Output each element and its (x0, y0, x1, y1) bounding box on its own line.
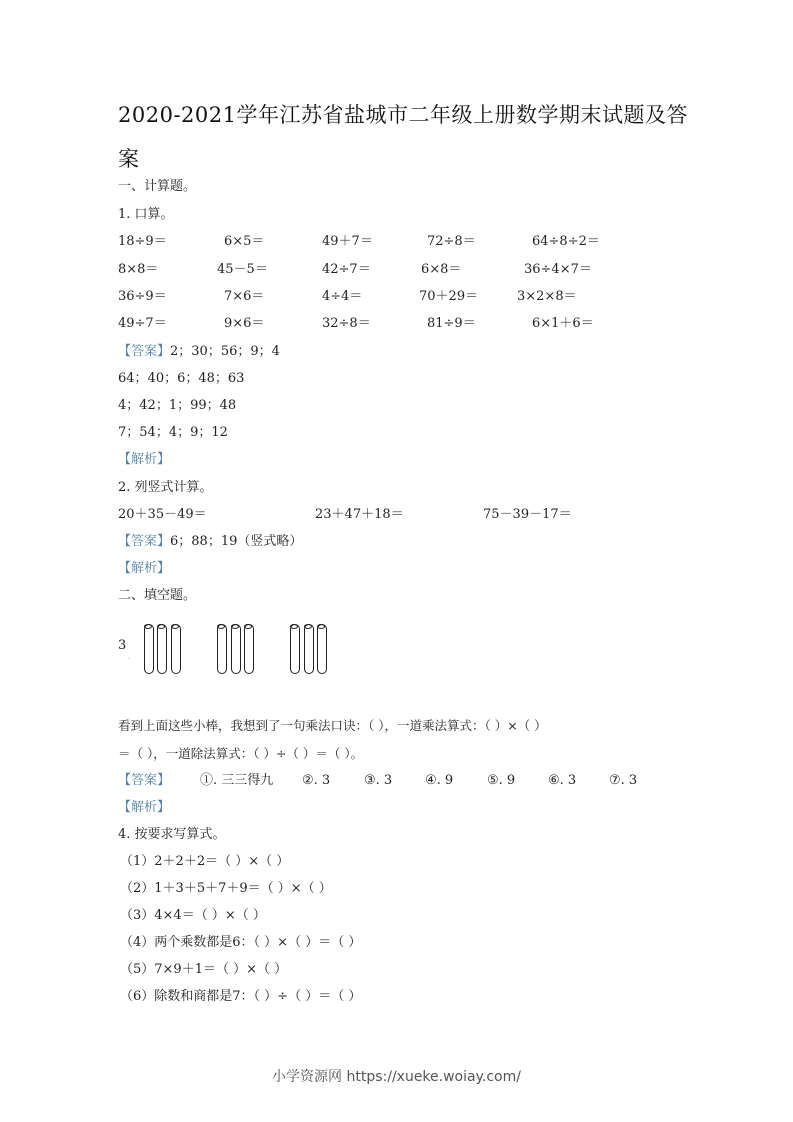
q1-label: 1. 口算。 (118, 207, 174, 222)
title-line-2: 案 (118, 147, 140, 171)
q3-answer-item: ②. 3 (302, 773, 331, 788)
q1-cell: 18÷9＝ (118, 234, 167, 249)
analysis-tag: 【解析】 (118, 800, 171, 815)
stick-icon (171, 624, 181, 674)
stick-icon (144, 624, 154, 674)
analysis-tag: 【解析】 (118, 452, 171, 467)
q3-answer-item: ①. 三三得九 (200, 773, 274, 788)
section2-heading: 二、填空题。 (118, 588, 197, 603)
q3-text-line2: ＝（ ），一道除法算式：（ ）÷（ ）＝（ ）。 (118, 746, 364, 761)
stick-icon (317, 624, 327, 674)
q1-answer: 【答案】2；30；56；9；4 (118, 344, 280, 359)
q1-cell: 36÷4×7＝ (524, 262, 592, 277)
stick-icon (157, 624, 167, 674)
q2-answer: 【答案】6；88；19（竖式略） (118, 534, 303, 549)
q2-item: 20＋35－49＝ (118, 507, 207, 522)
q3-answer-item: ⑤. 9 (487, 773, 516, 788)
q4-item: （6）除数和商都是7：（ ）÷（ ）＝（ ） (120, 989, 362, 1004)
q2-label: 2. 列竖式计算。 (118, 480, 213, 495)
q2-item: 75－39－17＝ (483, 507, 572, 522)
q1-cell: 9×6＝ (224, 316, 265, 331)
q1-cell: 72÷8＝ (427, 234, 476, 249)
q3-number: 3 (118, 638, 127, 653)
q1-cell: 6×1＋6＝ (532, 316, 594, 331)
q1-cell: 81÷9＝ (427, 316, 476, 331)
stick-icon (304, 624, 314, 674)
q3-dot: . (128, 654, 130, 661)
q1-cell: 32÷8＝ (322, 316, 371, 331)
section1-heading: 一、计算题。 (118, 179, 197, 194)
q1-answer-line: 4；42；1；99；48 (118, 398, 237, 413)
q3-answer-item: ③. 3 (364, 773, 393, 788)
q3-text-line1: 看到上面这些小棒，我想到了一句乘法口诀：（ ），一道乘法算式：（ ）×（ ） (118, 718, 547, 733)
q3-answer-item: ⑦. 3 (609, 773, 638, 788)
q1-cell: 42÷7＝ (322, 262, 371, 277)
analysis-tag: 【解析】 (118, 561, 171, 576)
q4-item: （1）2＋2＋2＝（ ）×（ ） (120, 854, 290, 869)
q3-answer-item: ④. 9 (425, 773, 454, 788)
q1-cell: 36÷9＝ (118, 289, 167, 304)
q4-item: （5）7×9＋1＝（ ）×（ ） (120, 962, 288, 977)
q1-answer-line: 7；54；4；9；12 (118, 425, 228, 440)
q1-cell: 4÷4＝ (322, 289, 363, 304)
q1-cell: 6×5＝ (224, 234, 265, 249)
stick-icon (290, 624, 300, 674)
q2-item: 23＋47＋18＝ (315, 507, 404, 522)
page-title (118, 93, 698, 181)
answer-tag: 【答案】 (118, 344, 171, 359)
answer-tag: 【答案】 (118, 534, 171, 549)
title-line-1: 2020-2021学年江苏省盐城市二年级上册数学期末试题及答 (118, 103, 688, 127)
q3-answer-item: ⑥. 3 (548, 773, 577, 788)
q4-item: （4）两个乘数都是6：（ ）×（ ）＝（ ） (120, 935, 362, 950)
q1-cell: 64÷8÷2＝ (532, 234, 600, 249)
stick-icon (217, 624, 227, 674)
q1-cell: 8×8＝ (118, 262, 159, 277)
q4-item: （3）4×4＝（ ）×（ ） (120, 908, 266, 923)
q1-cell: 49÷7＝ (118, 316, 167, 331)
q1-cell: 70＋29＝ (419, 289, 479, 304)
answer-tag: 【答案】 (118, 773, 171, 788)
q1-cell: 7×6＝ (224, 289, 265, 304)
q4-item: （2）1＋3＋5＋7＋9＝（ ）×（ ） (120, 881, 332, 896)
q1-cell: 6×8＝ (421, 262, 462, 277)
q1-cell: 49＋7＝ (322, 234, 373, 249)
q1-cell: 45－5＝ (217, 262, 268, 277)
q1-answer-line: 64；40；6；48；63 (118, 371, 245, 386)
stick-icon (244, 624, 254, 674)
q4-label: 4. 按要求写算式。 (118, 827, 226, 842)
footer-watermark: 小学资源网 https://xueke.woiay.com/ (272, 1069, 521, 1085)
stick-icon (231, 624, 241, 674)
q1-cell: 3×2×8＝ (517, 289, 577, 304)
